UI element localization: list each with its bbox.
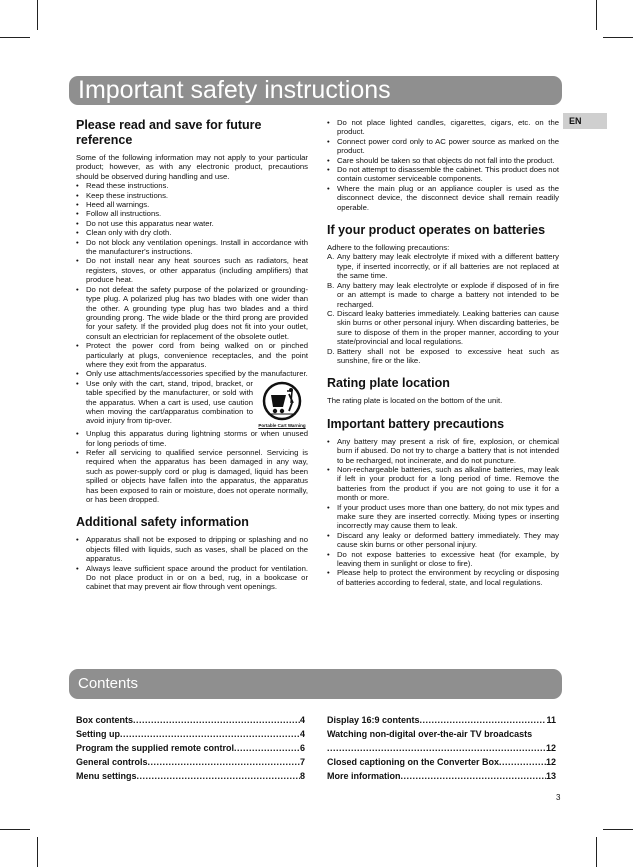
list-item: • Keep these instructions. xyxy=(76,191,308,200)
item-label: D. xyxy=(327,346,335,356)
toc-entry[interactable] xyxy=(76,713,305,727)
toc-entry-continued[interactable] xyxy=(327,741,556,755)
list-item: • Connect power cord only to AC power source as marked on the product. xyxy=(327,137,559,156)
crop-mark-top-left-h xyxy=(0,37,30,38)
page-number: 3 xyxy=(556,793,561,802)
batteries-intro: Adhere to the following precautions: xyxy=(327,243,450,253)
list-item: • If your product uses more than one battery, do not mix types and make sure they are inserted correctly. Mixing types or inserting incorrectly may cause them to leak. xyxy=(327,503,559,531)
batteries-heading: If your product operates on batteries xyxy=(327,223,546,238)
toc-entry[interactable] xyxy=(76,769,305,783)
toc-page: 7 xyxy=(299,757,305,767)
toc-page: 4 xyxy=(299,729,305,739)
additional-list xyxy=(76,535,308,591)
toc-page: 12 xyxy=(545,757,556,767)
crop-mark-top-right-h xyxy=(603,37,633,38)
top-list xyxy=(327,118,559,212)
toc-title: Setting up xyxy=(76,729,120,739)
toc-page: 6 xyxy=(299,743,305,753)
list-item: • Protect the power cord from being walked on or pinched particularly at plugs, convenience receptacles, and the point where they exit from the apparatus. xyxy=(76,341,308,369)
list-item xyxy=(327,252,559,280)
cart-warning-icon xyxy=(262,381,302,421)
precautions-list xyxy=(327,437,559,588)
list-item: • Do not place lighted candles, cigarettes, cigars, etc. on the product. xyxy=(327,118,559,137)
list-item-cart xyxy=(76,379,308,429)
list-item: • Do not expose batteries to excessive heat (for example, by leaving them in sunlight or close to fire). xyxy=(327,550,559,569)
item-label: A. xyxy=(327,252,335,262)
list-item xyxy=(327,347,559,366)
toc-title: Box contents xyxy=(76,715,134,725)
toc-title: Watching non-digital over-the-air TV broadcasts xyxy=(327,729,533,739)
crop-mark-top-right xyxy=(596,0,597,30)
toc-title: Program the supplied remote control xyxy=(76,743,235,753)
list-item: • Do not defeat the safety purpose of the polarized or grounding-type plug. A polarized plug has two blades with one wider than the other. A grounding type plug has two blades and a third grounding prong. The wide blade or the third prong are provided for your safety. If the provided plug does not fit into your outlet, consult an electrician for replacement of the obsolete outlet. xyxy=(76,285,308,341)
list-item: • Do not attempt to disassemble the cabinet. This product does not contain customer serviceable components. xyxy=(327,165,559,184)
list-item: • Heed all warnings. xyxy=(76,200,308,209)
toc-entry[interactable] xyxy=(76,727,305,741)
crop-mark-bottom-right-h xyxy=(603,829,633,830)
toc-entry[interactable] xyxy=(327,769,556,783)
crop-mark-bottom-left-h xyxy=(0,829,30,830)
read-heading: Please read and save for future reference xyxy=(76,118,262,147)
toc-page: 11 xyxy=(546,715,556,725)
list-item: • Unplug this apparatus during lightning storms or when unused for long periods of time. xyxy=(76,429,308,448)
toc-page: 13 xyxy=(545,771,556,781)
list-item: • Read these instructions. xyxy=(76,181,308,190)
right-column xyxy=(327,118,559,587)
toc-entry[interactable] xyxy=(327,713,556,727)
list-item: • Do not use this apparatus near water. xyxy=(76,219,308,228)
toc-right xyxy=(327,713,556,783)
cart-warning-figure xyxy=(256,379,308,429)
list-item xyxy=(327,281,559,309)
crop-mark-bottom-right xyxy=(596,837,597,867)
batteries-list xyxy=(327,252,559,365)
read-intro: Some of the following information may not apply to your particular product; however, as with any electronic product, precautions should be observed during handling and use. xyxy=(76,153,308,181)
list-item: • Discard any leaky or deformed battery immediately. They may cause skin burns or other personal injury. xyxy=(327,531,559,550)
list-item: • Follow all instructions. xyxy=(76,209,308,218)
toc-page: 12 xyxy=(545,743,556,753)
list-item: • Please help to protect the environment by recycling or disposing of batteries according to federal, state, and local regulations. xyxy=(327,568,559,587)
cart-warning-text: • Use only with the cart, stand, tripod, bracket, or table specified by the manufacturer, or sold with the apparatus. When a cart is used, use caution when moving the cart/apparatus combination to avoid injury from tip-over. xyxy=(86,378,253,426)
toc-title: Closed captioning on the Converter Box xyxy=(327,757,500,767)
left-column xyxy=(76,118,308,592)
list-item: • Where the main plug or an appliance coupler is used as the disconnect device, the disconnect device shall remain readily operable. xyxy=(327,184,559,212)
list-item: • Always leave sufficient space around the product for ventilation. Do not place product in or on a bed, rug, in a bookcase or cabinet that may prevent air flow through vent openings. xyxy=(76,564,308,592)
crop-mark-top-left xyxy=(37,0,38,30)
item-text: Discard leaky batteries immediately. Leaking batteries can cause skin burns or other personal injury. When discarding batteries, be sure to dispose of them in the proper manner, according to your state/provincial and local regulations. xyxy=(337,308,559,347)
toc-entry[interactable] xyxy=(76,741,305,755)
cart-warning-caption: Portable Cart Warning xyxy=(258,423,306,429)
contents-heading: Contents xyxy=(69,669,562,699)
list-item: • Do not install near any heat sources such as radiators, heat registers, stoves, or other apparatus (including amplifiers) that produce heat. xyxy=(76,256,308,284)
list-item: • Clean only with dry cloth. xyxy=(76,228,308,237)
toc-entry[interactable] xyxy=(327,727,556,741)
list-item: • Care should be taken so that objects do not fall into the product. xyxy=(327,156,559,165)
toc-title: General controls xyxy=(76,757,148,767)
toc-title: Display 16:9 contents xyxy=(327,715,420,725)
toc-entry[interactable] xyxy=(327,755,556,769)
toc-entry[interactable] xyxy=(76,755,305,769)
list-item xyxy=(327,309,559,347)
additional-heading: Additional safety information xyxy=(76,515,249,530)
crop-mark-bottom-left xyxy=(37,837,38,867)
toc-page: 8 xyxy=(299,771,305,781)
list-item: • Only use attachments/accessories specified by the manufacturer. xyxy=(76,369,308,378)
rating-text: The rating plate is located on the bottom of the unit. xyxy=(327,396,503,406)
toc-title: More information xyxy=(327,771,401,781)
rating-heading: Rating plate location xyxy=(327,376,450,391)
toc-title: Menu settings xyxy=(76,771,137,781)
read-list xyxy=(76,181,308,504)
list-item: • Refer all servicing to qualified service personnel. Servicing is required when the apparatus has been damaged in any way, such as power-supply cord or plug is damaged, liquid has been spilled or objects have fallen into the apparatus, the apparatus has been exposed to rain or moisture, does not operate normally, or has been dropped. xyxy=(76,448,308,504)
language-tab: EN xyxy=(563,113,607,129)
item-text: Any battery may leak electrolyte or explode if disposed of in fire or an attempt is made to charge a battery not intended to be recharged. xyxy=(337,280,559,309)
item-text: Any battery may leak electrolyte if mixed with a different battery type, if inserted incorrectly, or if all batteries are not replaced at the same time. xyxy=(337,252,559,281)
list-item: • Any battery may present a risk of fire, explosion, or chemical burn if abused. Do not try to charge a battery that is not intended to be recharged, not incinerate, and do not puncture. xyxy=(327,437,559,465)
page-title: Important safety instructions xyxy=(69,76,562,105)
item-text: Battery shall not be exposed to excessive heat such as sunshine, fire or the like. xyxy=(337,346,559,365)
list-item: • Apparatus shall not be exposed to dripping or splashing and no objects filled with liquids, such as vases, shall be placed on the apparatus. xyxy=(76,535,308,563)
list-item: • Non-rechargeable batteries, such as alkaline batteries, may leak if left in your product for a long period of time. Remove the batteries from the product if you are not going to use it for a month or more. xyxy=(327,465,559,503)
list-item: • Do not block any ventilation openings. Install in accordance with the manufacturer's instructions. xyxy=(76,238,308,257)
item-label: C. xyxy=(327,308,335,318)
precautions-heading: Important battery precautions xyxy=(327,416,505,431)
toc-left xyxy=(76,713,305,783)
item-label: B. xyxy=(327,280,335,290)
toc-page: 4 xyxy=(299,715,305,725)
